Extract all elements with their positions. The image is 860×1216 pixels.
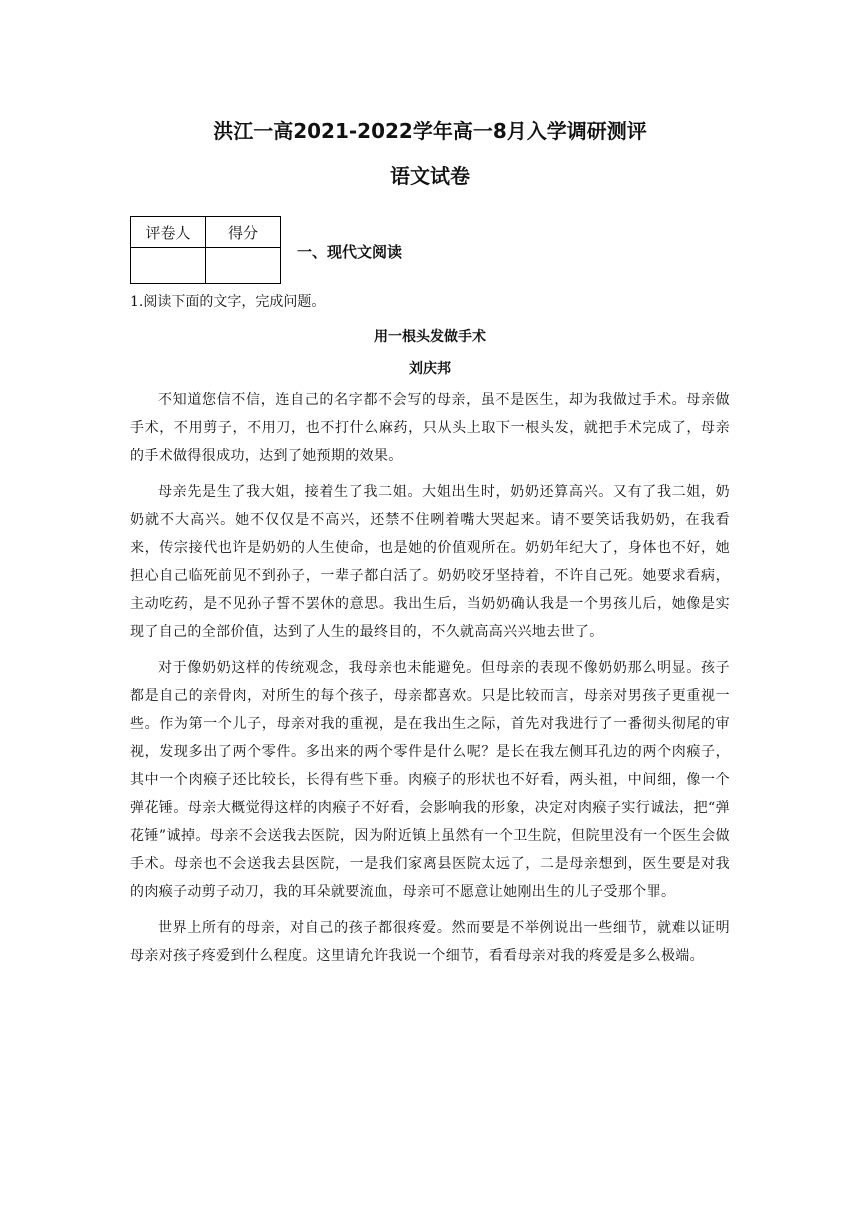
article-title: 用一根头发做手术: [374, 329, 486, 345]
score-label: 得分: [206, 217, 281, 248]
paragraph: 世界上所有的母亲，对自己的孩子都很疼爱。然而要是不举例说出一些细节，就难以证明母亲对孩子疼爱到什么程度。这里请允许我说一个细节，看看母亲对我的疼爱是多么极端。: [130, 920, 730, 964]
article-body: [130, 386, 730, 970]
subject-title: 语文试卷: [390, 164, 470, 188]
paragraph: 对于像奶奶这样的传统观念，我母亲也未能避免。但母亲的表现不像奶奶那么明显。孩子都是自己的亲骨肉，对所生的每个孩子，母亲都喜欢。只是比较而言，母亲对男孩子更重视一些。作为第一个儿子，母亲对我的重视，是在我出生之际，首先对我进行了一番彻头彻尾的审视，发现多出了两个零件。多出来的两个零件是什么呢？是长在我左侧耳孔边的两个肉瘊子，其中一个肉瘊子还比较长，长得有些下垂。肉瘊子的形状也不好看，两头祖，中间细，像一个弹花锤。母亲大概觉得这样的肉瘊子不好看，会影响我的形象，决定对肉瘊子实行诚法，把“弹花锤”诚掉。母亲不会送我去医院，因为附近镇上虽然有一个卫生院，但院里没有一个医生会做手术。母亲也不会送我去县医院，一是我们家离县医院太远了，二是母亲想到，医生要是对我的肉瘊子动剪子动刀，我的耳朵就要流血，母亲可不愿意让她刚出生的儿子受那个罪。: [130, 660, 730, 900]
grader-cell: [131, 248, 206, 284]
paragraph: 不知道您信不信，连自己的名字都不会写的母亲，虽不是医生，却为我做过手术。母亲做手术，不用剪子，不用刀，也不打什么麻药，只从头上取下一根头发，就把手术完成了，母亲的手术做得很成功，达到了她预期的效果。: [130, 392, 730, 464]
section-title: 一、现代文阅读: [297, 243, 403, 261]
score-cell: [206, 248, 281, 284]
article-author: 刘庆邦: [409, 361, 451, 377]
paragraph: 母亲先是生了我大姐，接着生了我二姐。大姐出生时，奶奶还算高兴。又有了我二姐，奶奶就不大高兴。她不仅仅是不高兴，还禁不住咧着嘴大哭起来。请不要笑话我奶奶，在我看来，传宗接代也许是奶奶的人生使命，也是她的价值观所在。奶奶年纪大了，身体也不好，她担心自己临死前见不到孙子，一辈子都白活了。奶奶咬牙坚持着，不许自己死。她要求看病，主动吃药，是不见孙子誓不罢休的意思。我出生后，当奶奶确认我是一个男孩儿后，她像是实现了自己的全部价值，达到了人生的最终目的，不久就高高兴兴地去世了。: [130, 484, 730, 640]
exam-title: 洪江一高2021-2022学年高一8月入学调研测评: [213, 119, 647, 143]
grader-label: 评卷人: [131, 217, 206, 248]
score-table: [130, 216, 281, 284]
question-instruction: 1.阅读下面的文字，完成问题。: [130, 294, 326, 310]
